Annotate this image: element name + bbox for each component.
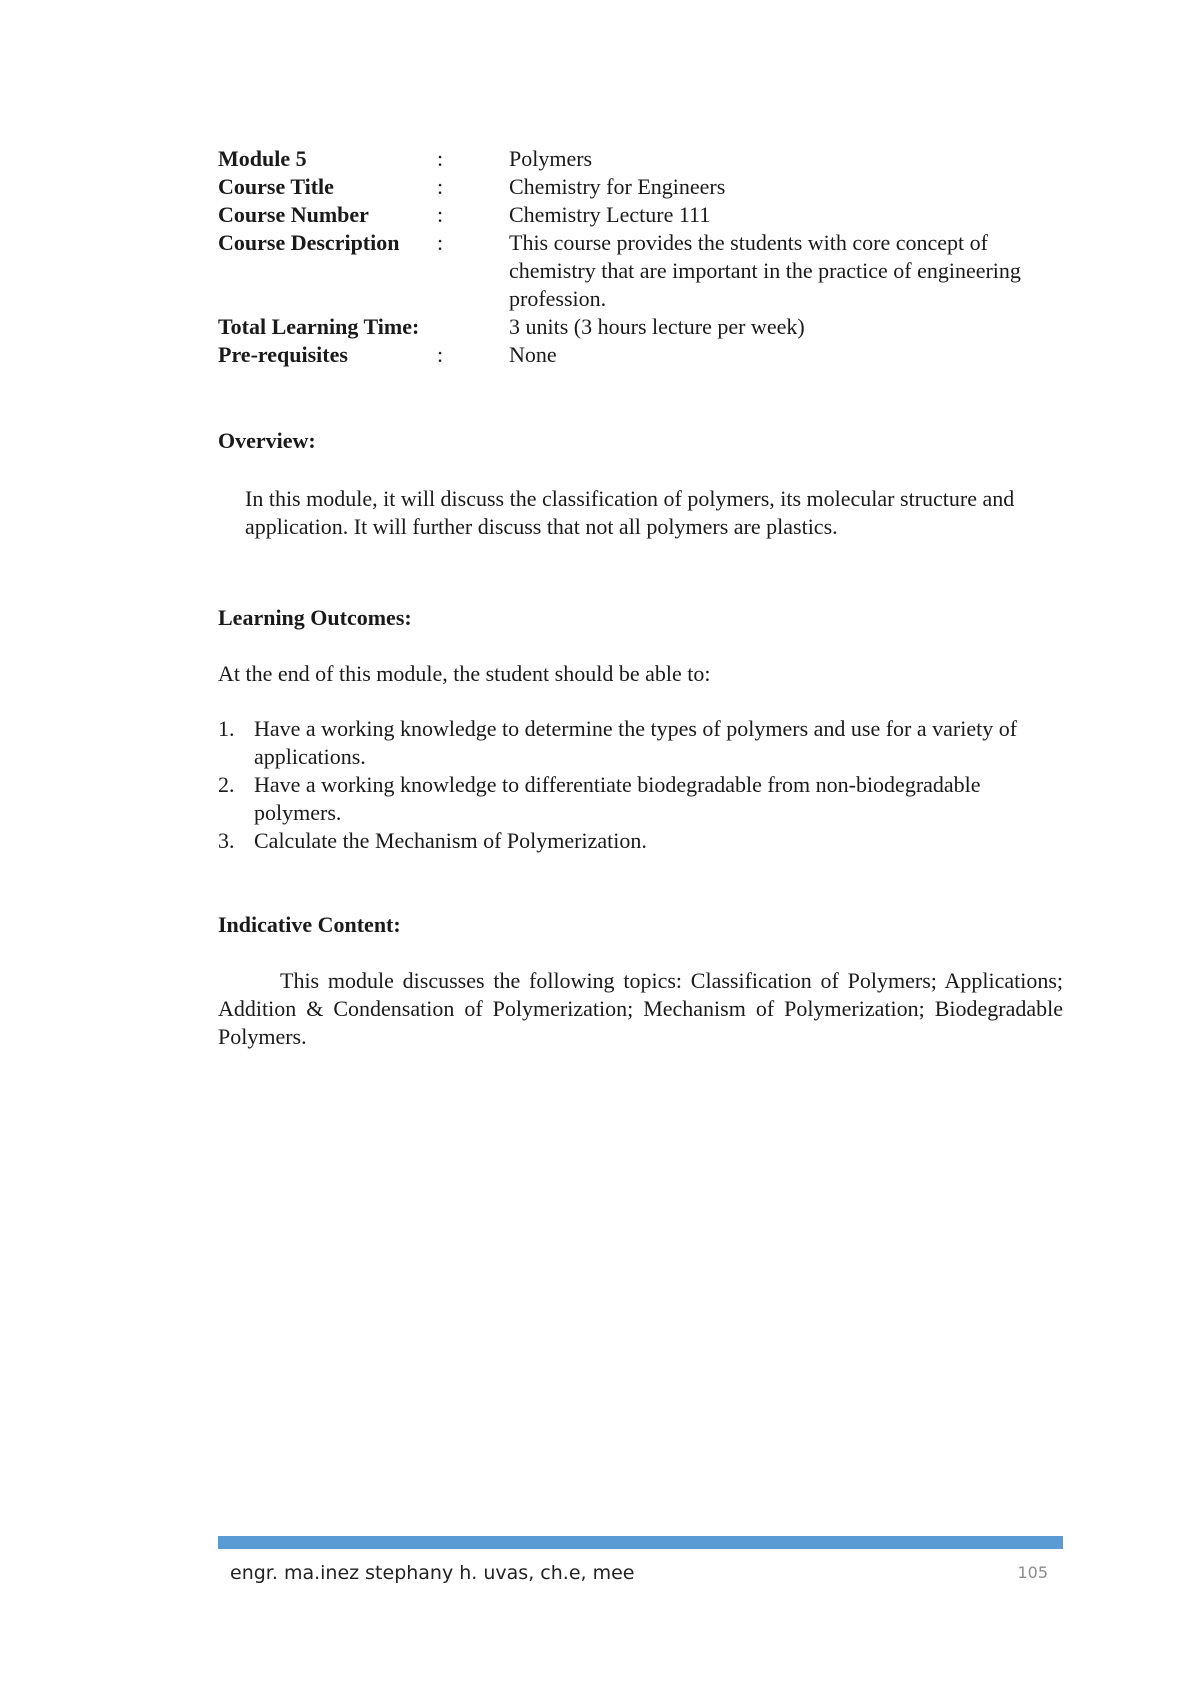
list-item-text: Have a working knowledge to differentiate biodegradable from non-biodegradable polymers. bbox=[254, 772, 981, 825]
course-number-value: Chemistry Lecture 111 bbox=[509, 202, 711, 227]
prerequisites-label: Pre-requisites bbox=[218, 342, 348, 367]
course-info-row-module bbox=[218, 145, 1063, 173]
list-item-number: 3. bbox=[218, 828, 235, 853]
total-learning-time-label: Total Learning Time: bbox=[218, 314, 420, 339]
info-colon: : bbox=[437, 202, 444, 227]
course-title-value: Chemistry for Engineers bbox=[509, 174, 726, 199]
course-info-row-prerequisites bbox=[218, 341, 1063, 369]
module-value: Polymers bbox=[509, 146, 593, 171]
course-title-label: Course Title bbox=[218, 174, 334, 199]
list-item-text: Have a working knowledge to determine the types of polymers and use for a variety of applications. bbox=[254, 716, 1018, 769]
overview-heading: Overview: bbox=[218, 428, 316, 453]
list-item bbox=[218, 715, 1068, 771]
total-learning-time-value: 3 units (3 hours lecture per week) bbox=[509, 314, 805, 339]
course-description-label: Course Description bbox=[218, 230, 400, 255]
course-info-row-description bbox=[218, 229, 1063, 313]
footer-author: engr. ma.inez stephany h. uvas, ch.e, mee bbox=[230, 1562, 635, 1584]
info-colon: : bbox=[437, 146, 444, 171]
list-item-text: Calculate the Mechanism of Polymerization. bbox=[254, 828, 647, 853]
course-info-table bbox=[218, 145, 1063, 369]
learning-outcomes-heading: Learning Outcomes: bbox=[218, 605, 412, 630]
info-colon: : bbox=[437, 342, 444, 367]
learning-outcomes-list bbox=[218, 715, 1068, 855]
list-item bbox=[218, 771, 1068, 827]
indicative-content-text: This module discusses the following topics: Classification of Polymers; Applications; Addition & Condensation of Polymerization; Mechanism of Polymerization; Biodegradable Polymers. bbox=[218, 968, 1063, 1049]
course-number-label: Course Number bbox=[218, 202, 369, 227]
footer-divider-bar bbox=[218, 1536, 1063, 1549]
course-info-row-number bbox=[218, 201, 1063, 229]
list-item-number: 2. bbox=[218, 772, 235, 797]
module-label: Module 5 bbox=[218, 146, 307, 171]
prerequisites-value: None bbox=[509, 342, 557, 367]
course-info-row-learning-time bbox=[218, 313, 1063, 341]
course-description-value: This course provides the students with core concept of chemistry that are important in the practice of engineering profession. bbox=[509, 230, 1021, 311]
page-number: 105 bbox=[1017, 1563, 1048, 1582]
list-item bbox=[218, 827, 1068, 855]
info-colon: : bbox=[437, 230, 444, 255]
indicative-content-heading: Indicative Content: bbox=[218, 912, 401, 937]
list-item-number: 1. bbox=[218, 716, 235, 741]
info-colon: : bbox=[437, 174, 444, 199]
course-info-row-title bbox=[218, 173, 1063, 201]
overview-text: In this module, it will discuss the classification of polymers, its molecular structure and application. It will further discuss that not all polymers are plastics. bbox=[245, 486, 1015, 539]
learning-outcomes-intro: At the end of this module, the student should be able to: bbox=[218, 661, 711, 686]
